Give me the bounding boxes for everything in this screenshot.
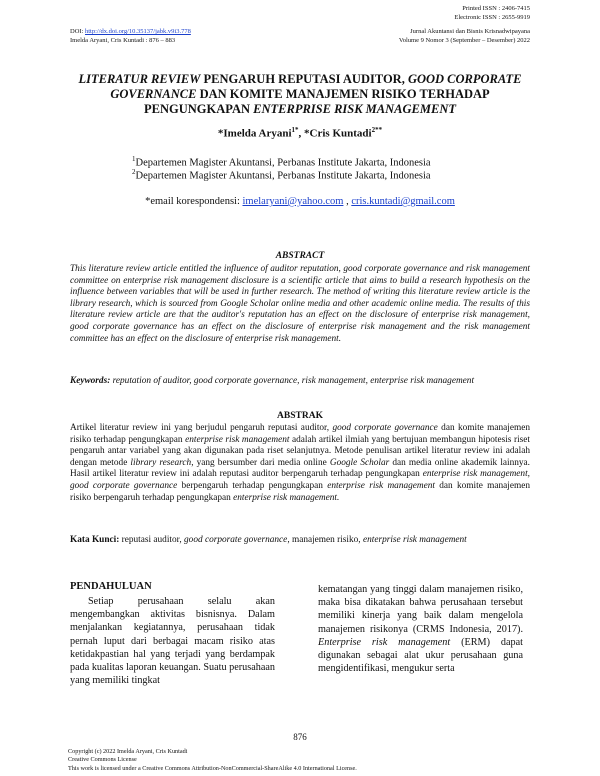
- kata-kunci-italic-1: good corporate governance: [184, 535, 288, 545]
- title-part5: ENTERPRISE RISK MANAGEMENT: [253, 102, 456, 116]
- abstrak-text-1: Artikel literatur review ini yang berjudul pengaruh reputasi auditor,: [70, 423, 333, 433]
- kata-kunci: [70, 535, 530, 547]
- doi-label: DOI:: [70, 28, 85, 35]
- author-2-sup: 2**: [371, 126, 383, 134]
- intro-right-italic: Enterprise risk management: [318, 636, 451, 648]
- email-link-2[interactable]: cris.kuntadi@gmail.com: [351, 196, 455, 207]
- intro-right-text-2: (ERM) dapat digunakan sebagai alat ukur perusahaan guna mengidentifikasi, mengukur serta: [318, 636, 523, 675]
- author-2: *Cris Kuntadi: [304, 127, 372, 140]
- abstrak-body: [70, 423, 530, 504]
- intro-left-column: Setiap perusahaan selalu akan mengembangkan aktivitas bisnisnya. Dalam menjalankan kegiatannya, perusahaan tidak pernah luput dari berbagai macam risiko atas ketidakpastian hal yang terjadi yang berdampak pada kualitas laporan keuangan. Suatu perusahaan yang memiliki tingkat: [70, 596, 275, 687]
- affiliation-2-text: Departemen Magister Akuntansi, Perbanas Institute Jakarta, Indonesia: [135, 170, 431, 182]
- author-sep: ,: [298, 127, 305, 140]
- title-part3: GOOD CORPORATE GOVERNANCE: [110, 72, 522, 101]
- affiliation-2: [132, 166, 532, 183]
- title-part2: PENGARUH REPUTASI AUDITOR,: [200, 72, 408, 86]
- footer: [68, 748, 548, 773]
- email-link-1[interactable]: imelaryani@yahoo.com: [242, 196, 344, 207]
- abstrak-text-5: dan media online akademik lainnya. Hasil artikel literatur review ini adalah reputasi auditor berpengaruh terhadap pengungkapan: [70, 457, 531, 480]
- journal-name: Jurnal Akuntansi dan Bisnis Krisnadwipayana: [410, 28, 530, 35]
- abstrak-italic-6: enterprise risk management: [327, 480, 435, 491]
- author-1: *Imelda Aryani: [217, 127, 292, 140]
- title-part4: DAN KOMITE MANAJEMEN RISIKO TERHADAP PENGUNGKAPAN: [144, 87, 490, 116]
- title-part1: LITERATUR REVIEW: [78, 72, 201, 86]
- issn-print: Printed ISSN : 2406-7415: [462, 5, 530, 12]
- paper-title: [60, 72, 540, 117]
- abstrak-text-4: , yang bersumber dari media online: [191, 457, 330, 468]
- abstrak-heading: ABSTRAK: [277, 411, 323, 421]
- kata-kunci-text-2: , manajemen risiko,: [287, 535, 363, 545]
- abstrak-text-6: berpengaruh terhadap pengungkapan: [177, 480, 328, 491]
- abstrak-text-2: dan komite manajemen risiko terhadap pengungkapan: [70, 423, 530, 445]
- authors: [0, 126, 600, 140]
- author-1-sup: 1*: [291, 126, 299, 134]
- abstrak-italic-3: library research: [130, 457, 192, 468]
- section-heading-pendahuluan: PENDAHULUAN: [70, 581, 152, 592]
- footer-license-name: Creative Commons License: [68, 756, 137, 764]
- email-sep: ,: [343, 196, 352, 207]
- keywords-text: reputation of auditor, good corporate governance, risk management, enterprise risk management: [110, 376, 475, 386]
- intro-right-column: [318, 583, 523, 675]
- correspondence-email: [0, 196, 600, 207]
- keywords: [70, 376, 530, 388]
- email-label: *email korespondensi:: [145, 196, 243, 207]
- abstrak-italic-1: good corporate governance: [332, 423, 438, 433]
- abstrak-italic-4: Google Scholar: [329, 457, 390, 468]
- keywords-label: Keywords:: [70, 376, 111, 386]
- doi-link[interactable]: http://dx.doi.org/10.35137/jabk.v9i3.778: [84, 28, 191, 35]
- kata-kunci-label: Kata Kunci:: [70, 535, 120, 545]
- abstrak-italic-7: enterprise risk management.: [233, 492, 340, 503]
- footer-license-text: This work is licensed under a Creative Commons Attribution-NonCommercial-ShareAlike 4.0 International License.: [68, 764, 357, 772]
- intro-right-text-1: kematangan yang tinggi dalam manajemen risiko, maka bisa dikatakan bahwa perusahaan tersebut memiliki kinerja yang baik dalam mengelola manajemen risikonya (CRMS Indonesia, 2017).: [318, 584, 523, 635]
- kata-kunci-italic-2: enterprise risk management: [362, 535, 467, 545]
- page-number: 876: [293, 732, 307, 742]
- abstract-heading: ABSTRACT: [275, 251, 325, 261]
- abstrak-italic-2: enterprise risk management: [185, 434, 290, 445]
- abstrak-text-3: adalah artikel ilmiah yang bertujuan membangun hipotesis riset pengaruh antar variabel yang akan digunakan pada riset selanjutnya. Metode penulisan artikel literatur review ini adalah dengan metode: [70, 434, 531, 468]
- affiliation-1-text: Departemen Magister Akuntansi, Perbanas Institute Jakarta, Indonesia: [135, 157, 431, 169]
- doi-line: [70, 27, 191, 36]
- abstract-body: This literature review article entitled the influence of auditor reputation, good corporate governance and risk management committee on enterprise risk management disclosure is a scientific article that aims to build a research hypothesis on the influence between variables that will be used in further research. The method of writing this literature review article is the library research, which is sourced from Google Scholar online media and other academic online media. The results of this literature review article are that the auditor's reputation has an effect on the disclosure of enterprise risk management, good corporate governance has an effect on the disclosure of enterprise risk management and the risk management committee has an effect on the disclosure of enterprise risk management.: [70, 264, 530, 344]
- issn-electronic: Electronic ISSN : 2655-9919: [454, 14, 530, 21]
- volume-info: Volume 9 Nomor 3 (September – Desember) 2022: [398, 37, 530, 44]
- affiliation-2-sup: 2: [132, 168, 136, 176]
- cite-short: Imelda Aryani, Cris Kuntadi : 876 – 883: [70, 37, 176, 44]
- kata-kunci-text-1: reputasi auditor,: [119, 535, 185, 545]
- abstrak-italic-5: enterprise risk management, good corporate governance: [70, 469, 530, 491]
- abstrak-text-7: dan komite manajemen risiko berpengaruh terhadap pengungkapan: [70, 480, 530, 503]
- footer-copyright: Copyright (c) 2022 Imelda Aryani, Cris Kuntadi: [68, 748, 188, 755]
- affiliation-1-sup: 1: [132, 155, 136, 163]
